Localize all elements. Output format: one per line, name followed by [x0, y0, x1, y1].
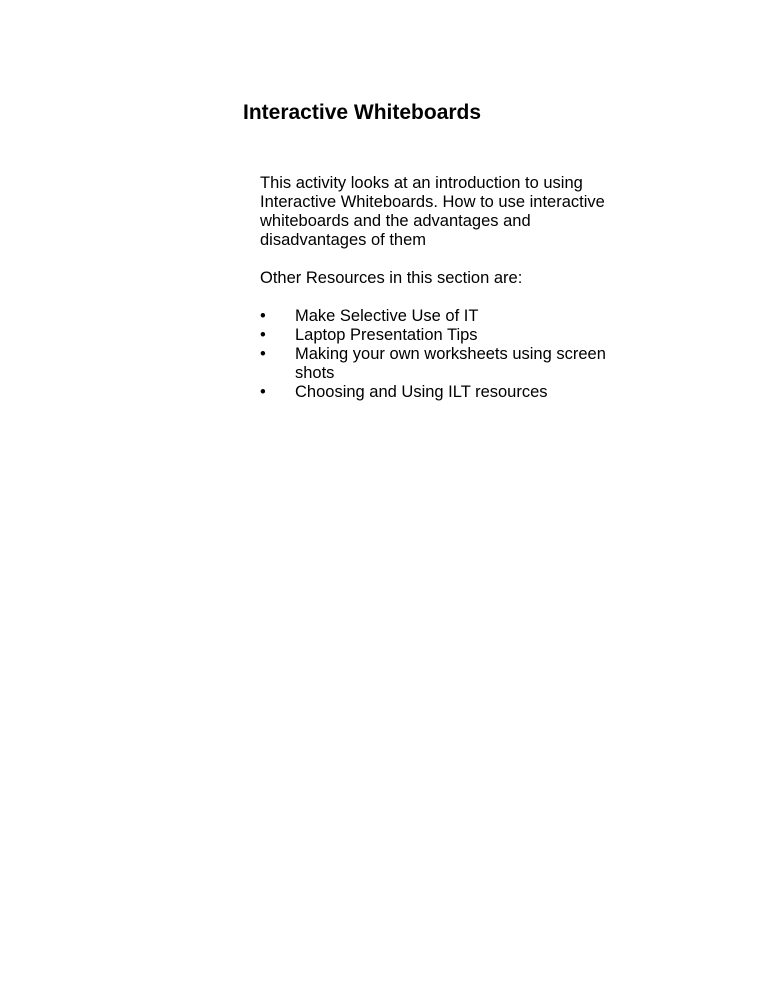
intro-line: disadvantages of them [260, 231, 427, 249]
resource-item-line: Laptop Presentation Tips [295, 326, 478, 344]
resource-list [260, 307, 650, 402]
resource-item-label [295, 345, 650, 383]
resource-item-line: Make Selective Use of IT [295, 307, 479, 325]
list-item [260, 326, 650, 345]
intro-line: Interactive Whiteboards. How to use interactive [260, 193, 605, 211]
page-title: Interactive Whiteboards [243, 101, 482, 124]
bullet-icon: • [260, 326, 266, 344]
resource-item-label [295, 326, 650, 345]
resource-item-line: Choosing and Using ILT resources [295, 383, 548, 401]
bullet-icon: • [260, 383, 266, 401]
resource-item-label [295, 383, 650, 402]
list-item [260, 307, 650, 326]
intro-paragraph [260, 174, 650, 250]
resource-item-line: Making your own worksheets using screen [295, 345, 606, 363]
intro-line: This activity looks at an introduction to using [260, 174, 583, 192]
resource-item-label [295, 307, 650, 326]
bullet-icon: • [260, 345, 266, 363]
resource-item-line: shots [295, 364, 335, 382]
list-item [260, 345, 650, 383]
document-body [260, 174, 650, 402]
resources-heading: Other Resources in this section are: [260, 269, 523, 287]
intro-line: whiteboards and the advantages and [260, 212, 531, 230]
list-item [260, 383, 650, 402]
bullet-icon: • [260, 307, 266, 325]
